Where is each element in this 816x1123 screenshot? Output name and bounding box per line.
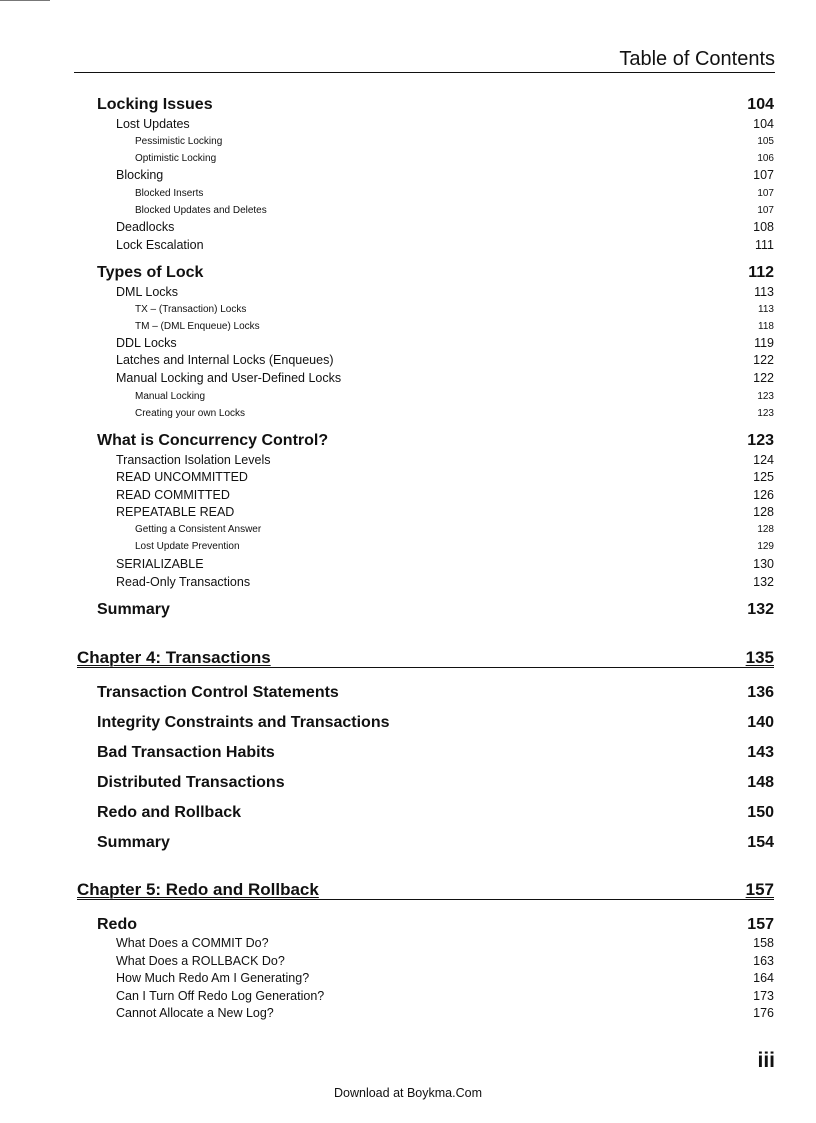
- toc-entry-redo[interactable]: Redo 157: [97, 916, 774, 933]
- footer-text: Download at Boykma.Com: [334, 1086, 482, 1100]
- toc-entry-concurrency-control[interactable]: What is Concurrency Control? 123: [97, 432, 774, 449]
- toc-entry-manual-user-locks[interactable]: Manual Locking and User-Defined Locks 122: [116, 371, 774, 385]
- toc-entry-distributed-transactions[interactable]: Distributed Transactions 148: [97, 774, 774, 791]
- toc-entry-read-committed[interactable]: READ COMMITTED 126: [116, 488, 774, 502]
- toc-entry-commit[interactable]: What Does a COMMIT Do? 158: [116, 936, 774, 950]
- toc-chapter-4[interactable]: Chapter 4: Transactions 135: [77, 648, 774, 667]
- toc-entry-redo-and-rollback[interactable]: Redo and Rollback 150: [97, 804, 774, 821]
- toc-entry-ddl-locks[interactable]: DDL Locks 119: [116, 336, 774, 350]
- toc-entry-read-only-transactions[interactable]: Read-Only Transactions 132: [116, 575, 774, 589]
- toc-entry-lost-updates[interactable]: Lost Updates 104: [116, 117, 774, 131]
- toc-entry-blocked-inserts[interactable]: Blocked Inserts 107: [135, 188, 774, 199]
- toc-entry-rollback[interactable]: What Does a ROLLBACK Do? 163: [116, 954, 774, 968]
- toc-entry-optimistic-locking[interactable]: Optimistic Locking 106: [135, 153, 774, 164]
- header-title: Table of Contents: [619, 48, 775, 70]
- page-number: iii: [757, 1049, 775, 1072]
- running-header: [74, 46, 775, 73]
- toc-entry-locking-issues[interactable]: Locking Issues 104: [97, 96, 774, 113]
- toc-entry-lock-escalation[interactable]: Lock Escalation 111: [116, 238, 774, 252]
- toc-entry-bad-habits[interactable]: Bad Transaction Habits 143: [97, 744, 774, 761]
- toc-entry-redo-generating[interactable]: How Much Redo Am I Generating? 164: [116, 971, 774, 985]
- toc-entry-deadlocks[interactable]: Deadlocks 108: [116, 220, 774, 234]
- toc-entry-transaction-control[interactable]: Transaction Control Statements 136: [97, 684, 774, 701]
- toc-entry-tm-locks[interactable]: TM – (DML Enqueue) Locks 118: [135, 321, 774, 332]
- toc-entry-pessimistic-locking[interactable]: Pessimistic Locking 105: [135, 136, 774, 147]
- chapter-4-rule: [77, 667, 774, 668]
- toc-entry-creating-own-locks[interactable]: Creating your own Locks 123: [135, 408, 774, 419]
- corner-rule: [0, 0, 50, 1]
- toc-entry-integrity-constraints[interactable]: Integrity Constraints and Transactions 140: [97, 714, 774, 731]
- toc-entry-repeatable-read[interactable]: REPEATABLE READ 128: [116, 505, 774, 519]
- toc-entry-manual-locking[interactable]: Manual Locking 123: [135, 391, 774, 402]
- toc-entry-tx-locks[interactable]: TX – (Transaction) Locks 113: [135, 304, 774, 315]
- toc-entry-summary-ch3[interactable]: Summary 132: [97, 601, 774, 618]
- toc-entry-summary-ch4[interactable]: Summary 154: [97, 834, 774, 851]
- toc-entry-types-of-lock[interactable]: Types of Lock 112: [97, 264, 774, 281]
- toc-entry-lost-update-prevention[interactable]: Lost Update Prevention 129: [135, 541, 774, 552]
- toc-entry-dml-locks[interactable]: DML Locks 113: [116, 285, 774, 299]
- toc-entry-blocking[interactable]: Blocking 107: [116, 168, 774, 182]
- chapter-5-rule: [77, 899, 774, 900]
- toc-entry-consistent-answer[interactable]: Getting a Consistent Answer 128: [135, 524, 774, 535]
- toc-entry-allocate-log[interactable]: Cannot Allocate a New Log? 176: [116, 1006, 774, 1020]
- toc-chapter-5[interactable]: Chapter 5: Redo and Rollback 157: [77, 880, 774, 899]
- toc-entry-turn-off-redo[interactable]: Can I Turn Off Redo Log Generation? 173: [116, 989, 774, 1003]
- toc-entry-serializable[interactable]: SERIALIZABLE 130: [116, 557, 774, 571]
- toc-entry-blocked-updates-deletes[interactable]: Blocked Updates and Deletes 107: [135, 205, 774, 216]
- toc-entry-isolation-levels[interactable]: Transaction Isolation Levels 124: [116, 453, 774, 467]
- toc-entry-latches[interactable]: Latches and Internal Locks (Enqueues) 122: [116, 353, 774, 367]
- toc-entry-read-uncommitted[interactable]: READ UNCOMMITTED 125: [116, 470, 774, 484]
